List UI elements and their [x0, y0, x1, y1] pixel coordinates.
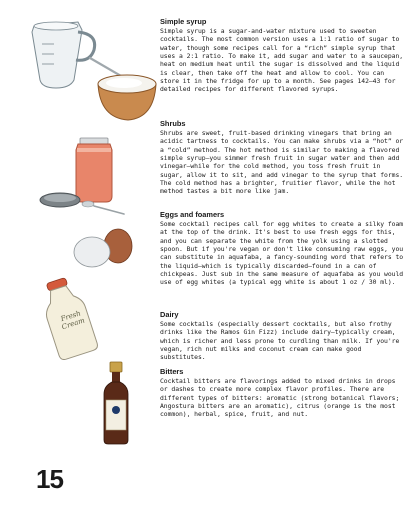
spoon — [82, 201, 124, 214]
section-heading: Simple syrup — [160, 17, 207, 26]
section-heading: Bitters — [160, 367, 184, 376]
section-body: Some cocktails (especially dessert cocktails, but also frothy drinks like the Ramos Gin Fizz) include dairy—typically cream, which is richer and less prone to curdling than milk. If you're vegan, rich nut milks and coconut cream can make good substitutes. — [160, 320, 400, 362]
eggs-illustration — [70, 224, 140, 272]
section-bitters — [160, 367, 404, 419]
section-body: Shrubs are sweet, fruit-based drinking vinegars that bring an acidic tartness to cocktails. You can make shrubs via a “hot” or a “cold” method. The hot method is similar to making a flavored simple syrup—you simmer fresh fruit in sugar water and then add vinegar—while for the cold method, you toss fresh fruit in sugar, allow it to sit, and add vinegar to the syrup that forms. The cold method has a brighter, fruitier flavor, while the hot method tastes a bit more like jam. — [160, 129, 404, 196]
measuring-cup — [32, 22, 95, 88]
page-number: 15 — [36, 464, 63, 494]
jar-lid — [40, 193, 80, 207]
section-body: Simple syrup is a sugar-and-water mixture used to sweeten cocktails. The most common version uses a 1:1 ratio of sugar to water, though some recipes call for a “rich” simple syrup that uses a 2:1 ratio. To make it, add sugar and water to a saucepan, heat on medium heat until the sugar is dissolved and the liquid is clear, then take off the heat and allow to cool. You can store it in the fridge for up to a month. See pages 142–43 for detailed recipes for different flavored syrups. — [160, 27, 404, 94]
bottle-label: Fresh Cream — [59, 309, 86, 332]
cream-bottle-illustration — [30, 276, 110, 360]
shrub-jar-illustration — [36, 128, 156, 228]
section-simple-syrup — [160, 17, 404, 94]
measuring-cup-and-sugar-bowl-illustration — [20, 10, 160, 122]
section-heading: Eggs and foamers — [160, 210, 225, 219]
white-egg — [74, 237, 110, 267]
bitters-bottle — [104, 362, 128, 444]
section-body: Cocktail bitters are flavorings added to mixed drinks in drops or dashes to create more complex flavor profiles. There are different types of bitters: aromatic (strong botanical flavors; Angostura bitters are an aromatic), citrus (orange is the most common), herbal, spice, fruit, and nut. — [160, 377, 400, 419]
section-dairy — [160, 310, 404, 362]
section-body: Some cocktail recipes call for egg whites to create a silky foam at the top of the drink. It's best to use fresh eggs for this, and you can separate the white from the yolk using a slotted spoon. But if you're vegan or don't like consuming raw eggs, you can substitute in aquafaba, a fancy-sounding word that refers to the liquid—which is typically discarded—found in a can of chickpeas. Just sub in the same measure of aquafaba as you would use of egg whites (a typical egg white is about 1 oz / 30 ml). — [160, 220, 404, 287]
section-eggs-and-foamers — [160, 210, 404, 287]
bitters-bottle-illustration — [86, 360, 146, 446]
sugar-bowl — [98, 75, 156, 120]
section-shrubs — [160, 119, 404, 196]
shrub-jar — [76, 138, 112, 202]
section-heading: Dairy — [160, 310, 179, 319]
section-heading: Shrubs — [160, 119, 186, 128]
